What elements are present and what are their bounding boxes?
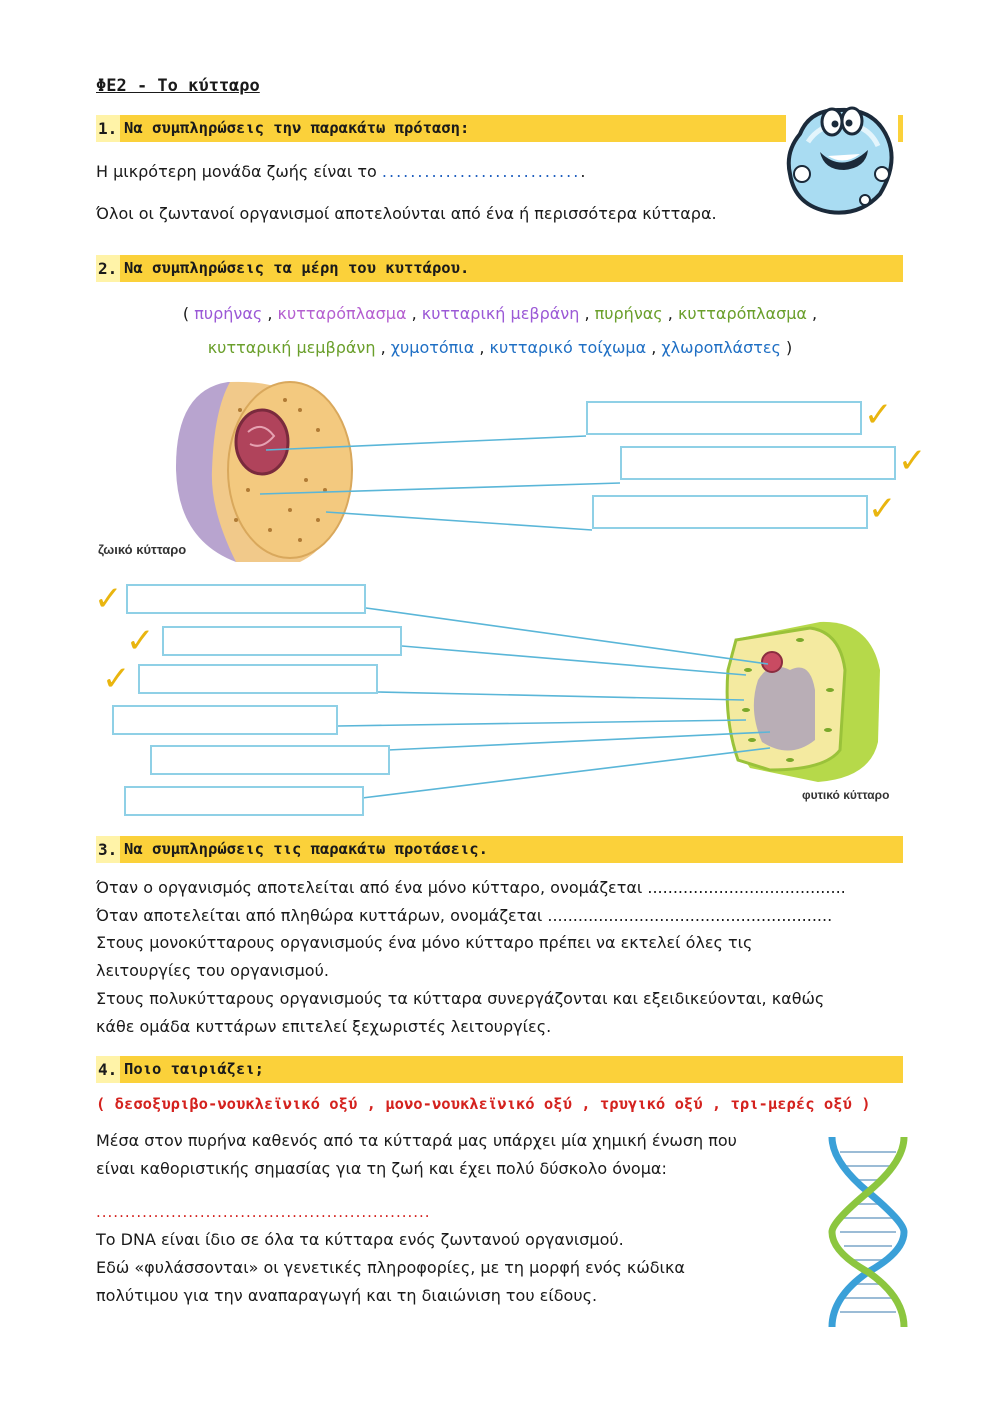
section-3-header: [96, 836, 903, 863]
word-bank-item: κυτταρικό τοίχωμα: [489, 338, 647, 357]
sec4-options: ( δεσοξυριβο-νουκλεϊνικό οξύ , μονο-νουκλεϊνικό οξύ , τρυγικό οξύ , τρι-μερές οξύ ): [96, 1095, 871, 1113]
dna-helix-icon: [822, 1132, 914, 1332]
sentence-1: Η μικρότερη μονάδα ζωής είναι το .............................: [96, 162, 586, 181]
cartoon-cell-icon: [780, 94, 898, 218]
sec3-line-4: λειτουργίες του οργανισμού.: [96, 961, 329, 980]
word-bank-item: κυτταρική μεβράνη: [421, 304, 580, 323]
word-bank-line-1: ( πυρήνας , κυτταρόπλασμα , κυτταρική μεβράνη , πυρήνας , κυτταρόπλασμα ,: [182, 304, 818, 323]
plant-answer-box-1[interactable]: [126, 584, 366, 614]
plant-answer-box-5[interactable]: [150, 745, 390, 775]
section-2-header: [96, 255, 903, 282]
plant-answer-box-3[interactable]: [138, 664, 378, 694]
animal-answer-box-2[interactable]: [620, 446, 896, 480]
sec4-after-3: πολύτιμου για την αναπαραγωγή και τη διαιώνιση του είδους.: [96, 1286, 598, 1305]
check-icon: ✓: [864, 395, 893, 435]
section-4-header: [96, 1056, 903, 1083]
section-heading: Να συμπληρώσεις τα μέρη του κυττάρου.: [124, 259, 470, 277]
section-heading: Ποιο ταιριάζει;: [124, 1060, 264, 1078]
sec3-line-6: κάθε ομάδα κυττάρων επιτελεί ξεχωριστές λειτουργίες.: [96, 1017, 552, 1036]
animal-cell-image: [176, 382, 352, 562]
section-number: 2.: [96, 255, 120, 282]
sec3-line-1: Όταν ο οργανισμός αποτελείται από ένα μόνο κύτταρο, ονομάζεται .......................................: [96, 878, 846, 897]
plant-answer-box-2[interactable]: [162, 626, 402, 656]
animal-answer-box-1[interactable]: [586, 401, 862, 435]
sec4-line-1: Μέσα στον πυρήνα καθενός από τα κύτταρά μας υπάρχει μία χημική ένωση που: [96, 1131, 737, 1150]
word-bank-item: πυρήνας: [194, 304, 263, 323]
word-bank-item: χλωροπλάστες: [661, 338, 781, 357]
check-icon: ✓: [898, 441, 927, 481]
section-heading: Να συμπληρώσεις τις παρακάτω προτάσεις.: [124, 840, 488, 858]
sec3-line-2: Όταν αποτελείται από πληθώρα κυττάρων, ονομάζεται ........................................................: [96, 906, 833, 925]
animal-cell-caption: ζωικό κύτταρο: [98, 542, 187, 557]
sec3-line-5: Στους πολυκύτταρους οργανισμούς τα κύτταρα συνεργάζονται και εξειδικεύονται, καθώς: [96, 989, 825, 1008]
sec3-line-3: Στους μονοκύτταρους οργανισμούς ένα μόνο κύτταρο πρέπει να εκτελεί όλες τις: [96, 933, 753, 952]
section-1-header: [96, 115, 786, 142]
page-title: ΦΕ2 - Το κύτταρο: [96, 76, 260, 96]
answer-blank[interactable]: ............................: [381, 162, 581, 181]
section-number: 1.: [96, 115, 120, 142]
sec4-answer-blank[interactable]: ..........................................................: [96, 1203, 431, 1221]
section-heading: Να συμπληρώσεις την παρακάτω πρόταση:: [124, 119, 470, 137]
word-bank-item: κυτταρόπλασμα: [277, 304, 407, 323]
section-number: 4.: [96, 1056, 120, 1083]
check-icon: ✓: [94, 579, 123, 619]
word-bank-item: πυρήνας: [594, 304, 663, 323]
word-bank-item: κυτταρική μεμβράνη: [207, 338, 376, 357]
word-bank-item: χυμοτόπια: [390, 338, 475, 357]
plant-answer-box-6[interactable]: [124, 786, 364, 816]
plant-cell-caption: φυτικό κύτταρο: [802, 788, 890, 802]
bar-end: [898, 115, 903, 142]
check-icon: ✓: [868, 489, 897, 529]
animal-answer-box-3[interactable]: [592, 495, 868, 529]
word-bank-line-2: κυτταρική μεμβράνη , χυμοτόπια , κυτταρικό τοίχωμα , χλωροπλάστες ): [207, 338, 793, 357]
check-icon: ✓: [126, 621, 155, 661]
sentence-2: Όλοι οι ζωντανοί οργανισμοί αποτελούνται από ένα ή περισσότερα κύτταρα.: [96, 204, 717, 223]
section-number: 3.: [96, 836, 120, 863]
plant-answer-box-4[interactable]: [112, 705, 338, 735]
sec4-after-1: Το DNA είναι ίδιο σε όλα τα κύτταρα ενός ζωντανού οργανισμού.: [96, 1230, 624, 1249]
word-bank-item: κυτταρόπλασμα: [677, 304, 807, 323]
sec4-line-2: είναι καθοριστικής σημασίας για τη ζωή και έχει πολύ δύσκολο όνομα:: [96, 1159, 667, 1178]
plant-cell-image: [727, 622, 880, 782]
sec4-after-2: Εδώ «φυλάσσονται» οι γενετικές πληροφορίες, με τη μορφή ενός κώδικα: [96, 1258, 685, 1277]
check-icon: ✓: [102, 659, 131, 699]
